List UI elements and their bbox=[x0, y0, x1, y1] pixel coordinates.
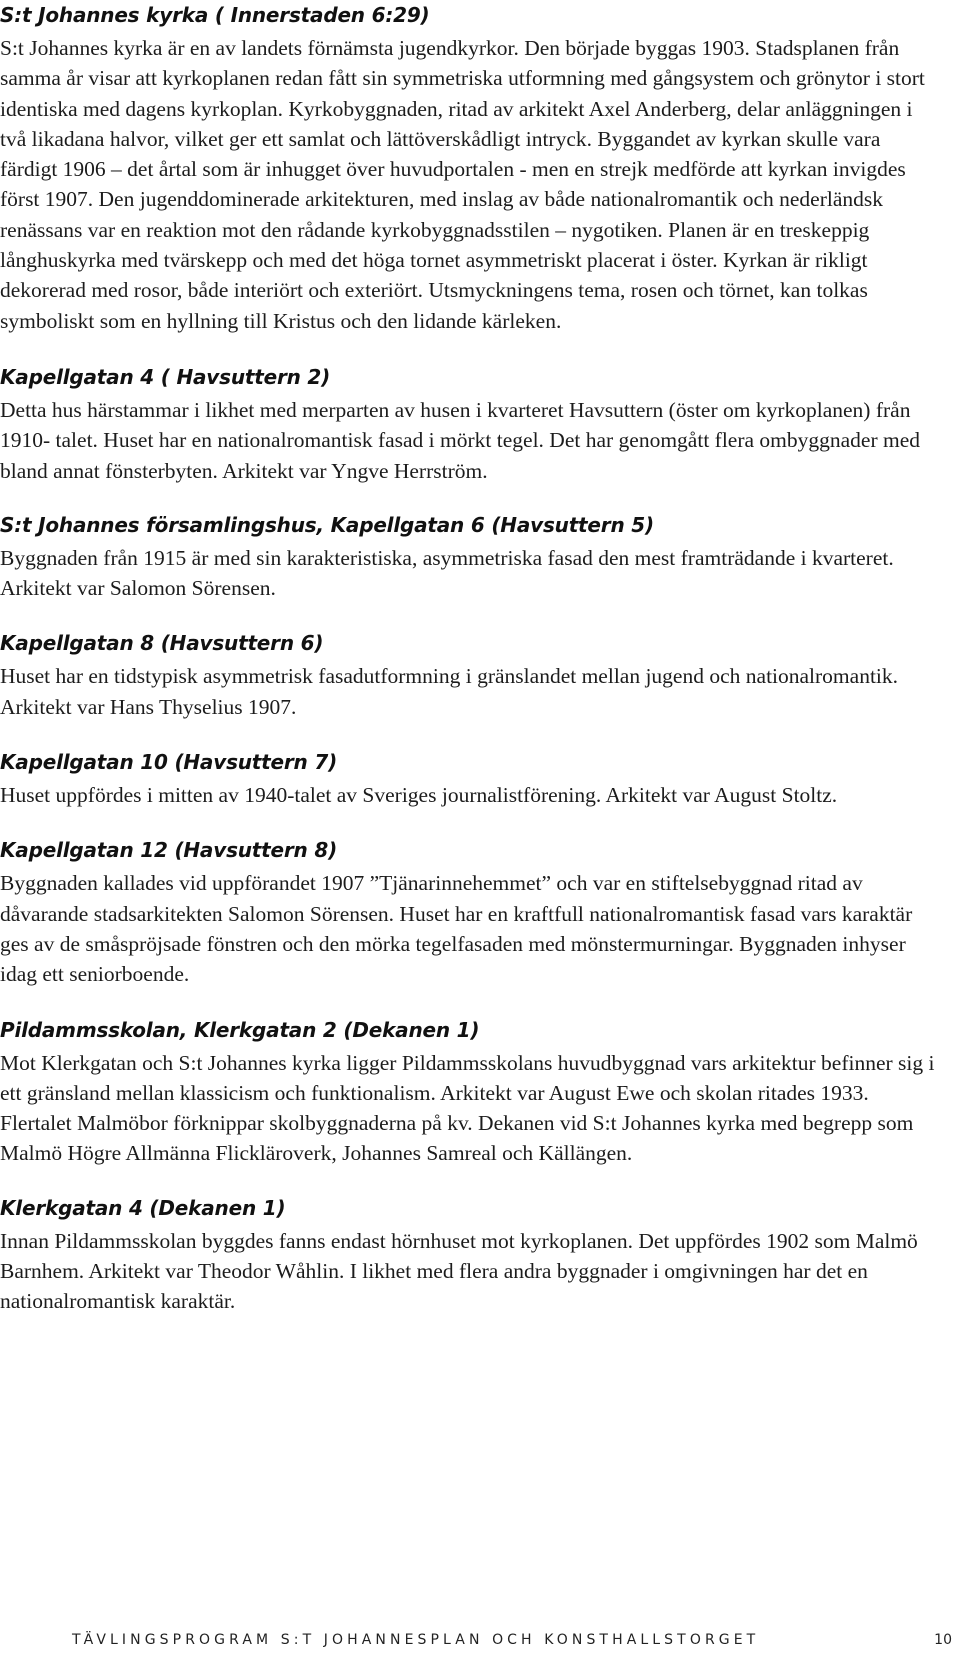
section-heading: Kapellgatan 8 (Havsuttern 6) bbox=[0, 631, 324, 656]
section-body: Byggnaden från 1915 är med sin karakteristiska, asymmetriska fasad den mest framträdande i kvarteret. Arkitekt var Salomon Sörensen. bbox=[0, 545, 894, 601]
section-heading: Pildammsskolan, Klerkgatan 2 (Dekanen 1) bbox=[0, 1017, 480, 1042]
section-kapellgatan-10 bbox=[0, 747, 935, 810]
section-body: Mot Klerkgatan och S:t Johannes kyrka ligger Pildammsskolans huvudbyggnad vars arkitektur befinner sig i ett gränsland mellan klassicism och funktionalism. Arkitekt var August Ewe och skolan ritades 1933. Flertalet Malmöbor förknippar skolbyggnaderna på kv. Dekanen vid S:t Johannes kyrka med begrepp som Malmö Högre Allmänna Flickläroverk, Johannes Samreal och Källängen. bbox=[0, 1050, 935, 1166]
page-number: 10 bbox=[934, 1632, 952, 1648]
section-heading: S:t Johannes kyrka ( Innerstaden 6:29) bbox=[0, 3, 430, 27]
section-pildammsskolan bbox=[0, 1015, 935, 1169]
section-kapellgatan-4 bbox=[0, 362, 935, 486]
section-heading: Kapellgatan 10 (Havsuttern 7) bbox=[0, 750, 338, 775]
section-body: Huset har en tidstypisk asymmetrisk fasadutformning i gränslandet mellan jugend och nationalromantik. Arkitekt var Hans Thyselius 1907. bbox=[0, 664, 899, 719]
section-st-johannes-kyrka bbox=[0, 0, 935, 336]
section-heading: S:t Johannes församlingshus, Kapellgatan 6 (Havsuttern 5) bbox=[0, 512, 654, 537]
section-body: Innan Pildammsskolan byggdes fanns endast hörnhuset mot kyrkoplanen. Det uppfördes 1902 som Malmö Barnhem. Arkitekt var Theodor Wåhlin. I likhet med flera andra byggnader i omgivningen har det en nationalromantisk karaktär. bbox=[0, 1228, 918, 1314]
section-body: Byggnaden kallades vid uppförandet 1907 ”Tjänarinnehemmet” och var en stiftelsebyggnad ritad av dåvarande stadsarkitekten Salomon Sörensen. Huset har en kraftfull nationalromantisk fasad vars karaktär ges av de småspröjsade fönstren och den mörka tegelfasaden med mönstermurningar. Byggnaden inhyser idag ett seniorboende. bbox=[0, 871, 913, 987]
footer-title: TÄVLINGSPROGRAM S:T JOHANNESPLAN OCH KONSTHALLSTORGET bbox=[72, 1632, 760, 1648]
section-kapellgatan-8 bbox=[0, 628, 935, 722]
page-footer bbox=[72, 1632, 952, 1654]
section-heading: Kapellgatan 12 (Havsuttern 8) bbox=[0, 838, 338, 863]
section-heading: Kapellgatan 4 ( Havsuttern 2) bbox=[0, 364, 331, 389]
section-body: S:t Johannes kyrka är en av landets förnämsta jugendkyrkor. Den började byggas 1903. Stadsplanen från samma år visar att kyrkoplanen redan fått sin symmetriska utformning med gångsystem och grönytor i stort identiska med dagens kyrkoplan. Kyrkobyggnaden, ritad av arkitekt Axel Anderberg, delar anläggningen i två likadana halvor, vilket ger ett samlat och lättöverskådligt intryck. Byggandet av kyrkan skulle vara färdigt 1906 – det årtal som är inhugget över huvudportalen - men en strejk medförde att kyrkan invigdes först 1907. Den jugenddominerade arkitekturen, med inslag av både nationalromantik och nederländsk renässans var en reaktion mot den rådande kyrkobyggnadsstilen – nygotiken. Planen är en treskeppig långhuskyrka med tvärskepp och med det höga tornet asymmetriskt placerat i öster. Kyrkan är rikligt dekorerad med rosor, både interiört och exteriört. Utsmyckningens tema, rosen och törnet, kan tolkas symboliskt som en hyllning till Kristus och den lidande kärleken. bbox=[0, 36, 925, 333]
section-heading: Klerkgatan 4 (Dekanen 1) bbox=[0, 1195, 286, 1220]
section-body: Detta hus härstammar i likhet med merparten av husen i kvarteret Havsuttern (öster om kyrkoplanen) från 1910- talet. Huset har en nationalromantisk fasad i mörkt tegel. Det har genomgått flera ombyggnader med bland annat fönsterbyten. Arkitekt var Yngve Herrström. bbox=[0, 397, 921, 483]
section-klerkgatan-4 bbox=[0, 1193, 935, 1317]
section-kapellgatan-12 bbox=[0, 835, 935, 989]
section-forsamlingshus bbox=[0, 510, 935, 604]
section-body: Huset uppfördes i mitten av 1940-talet av Sveriges journalistförening. Arkitekt var August Stoltz. bbox=[0, 783, 838, 808]
